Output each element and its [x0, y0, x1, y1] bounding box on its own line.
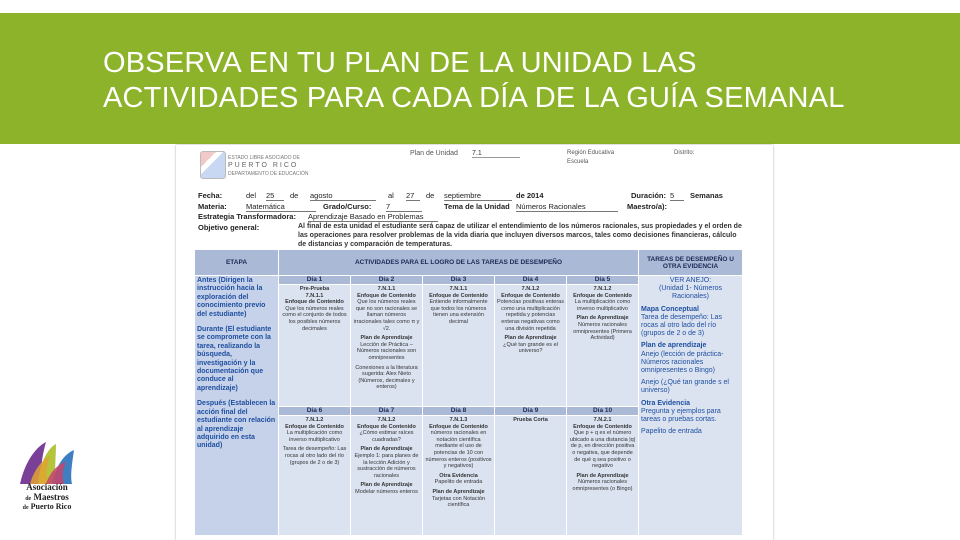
activity-label: 7.N.1.2: [305, 417, 324, 423]
activity-label: Enfoque de Contenido: [357, 292, 416, 299]
activity-text: Que los números reales que no son racionales se llaman números irracionales tales como π y √2.: [353, 299, 420, 332]
amprlogo: [12, 436, 82, 536]
activity-text: Que los números reales como el conjunto de todos los posibles números decimales: [282, 305, 347, 332]
agency-line-2: PUERTO RICO: [228, 162, 299, 169]
slide-title-line-1: OBSERVA EN TU PLAN DE LA UNIDAD LAS: [103, 47, 697, 79]
logo-line-3-prefix: de: [22, 505, 29, 511]
duracion-label: Duración:: [631, 191, 667, 200]
activities-table: [194, 249, 743, 536]
activity-text: Tarea de desempeño: Las rocas al otro lado del río (grupos de 2 o de 3): [282, 446, 347, 466]
ver-anejo: VER ANEJO:: [669, 277, 712, 284]
activity-label: Pre-Prueba: [299, 286, 330, 292]
estrategia-value: Aprendizaje Basado en Problemas: [308, 212, 438, 222]
logo-line-2-prefix: de: [25, 496, 32, 502]
fecha-month-from: agosto: [310, 191, 376, 201]
actividades-header: ACTIVIDADES PARA EL LOGRO DE LAS TAREAS DE DESEMPEÑO: [279, 250, 639, 276]
activity-label: 7.N.1.1: [449, 286, 468, 292]
activity-label: Plan de Aprendizaje: [360, 482, 413, 489]
fecha-de-1: de: [290, 191, 299, 200]
anejo-leccion: Anejo (lección de práctica- Números racionales omnipresentes o Bingo): [641, 350, 724, 375]
activity-label: 7.N.2.1: [593, 417, 612, 423]
etapa-despues: Después (Establecen la acción final del estudiante con relación al aprendizaje adquirido en esta unidad): [197, 400, 276, 450]
materia-label: Materia:: [198, 202, 227, 211]
activity-label: 7.N.1.2: [377, 417, 396, 423]
region-label: Región Educativa: [567, 150, 615, 156]
day-activity-cell: [567, 416, 639, 536]
papelito-entrada: Papelito de entrada: [641, 428, 702, 436]
activity-text: Potencias positivas enteras como una multiplicación repetida y potencias enteras negativas como una división repetida: [497, 299, 564, 332]
fecha-day-from: 25: [266, 191, 284, 201]
activity-text: Tarjetas con Notación científica: [432, 495, 485, 509]
logo-line-3-text: Puerto Rico: [30, 502, 72, 511]
activity-label: 7.N.1.2: [521, 286, 540, 292]
day-header: Día 3: [423, 276, 495, 285]
activity-label: Enfoque de Contenido: [573, 292, 632, 299]
activity-text: Papelito de entrada: [434, 479, 483, 486]
activity-text: Números racionales omnipresentes (o Bingo): [572, 479, 633, 492]
activity-text: Ejemplo 1: para planes de la lección Adición y sustracción de números racionales: [354, 452, 419, 479]
day-activity-cell: [567, 285, 639, 407]
fecha-del: del: [246, 191, 257, 200]
day-activity-cell: [351, 416, 423, 536]
plan-label: Plan de Unidad: [410, 150, 458, 157]
unit-plan-document: [176, 145, 773, 540]
day-header: Día 9: [495, 407, 567, 416]
slide-title: [103, 46, 943, 116]
day-activity-cell: [423, 285, 495, 407]
logo-line-2: [12, 492, 82, 502]
plan-aprendizaje-label: Plan de aprendizaje: [641, 342, 707, 350]
activity-label: 7.N.1.3: [449, 417, 468, 423]
activity-label: 7.N.1.1: [305, 292, 324, 299]
agency-line-3: DEPARTAMENTO DE EDUCACIÓN: [228, 171, 309, 177]
day-header: Día 2: [351, 276, 423, 285]
etapa-header: ETAPA: [195, 250, 279, 276]
activity-label: Plan de Aprendizaje: [432, 488, 485, 495]
objetivo-label: Objetivo general:: [198, 223, 260, 232]
day-activity-cell: [279, 285, 351, 407]
activity-label: Plan de Aprendizaje: [360, 335, 413, 342]
evidence-cell: [639, 276, 743, 536]
activity-label: Prueba Corta: [513, 417, 548, 423]
activity-text: ¿Qué tan grande es el universo?: [503, 341, 558, 355]
activity-text: Números racionales omnipresentes (Primera Actividad): [573, 321, 632, 342]
tema-label: Tema de la Unidad: [444, 202, 510, 211]
activity-label: Otra Evidencia: [439, 472, 478, 479]
grado-value: 7: [386, 202, 422, 212]
logo-line-1: Asociación: [26, 482, 68, 492]
activity-text: números racionales en notación científica mediante el uso de potencias de 10 con números enteros (positivos y negativos): [425, 430, 492, 470]
activity-label: Enfoque de Contenido: [285, 423, 344, 430]
materia-value: Matemática: [246, 202, 316, 212]
day-activity-cell: [495, 416, 567, 536]
fecha-month-to: septiembre: [444, 191, 512, 201]
tarea-desempeno: Tarea de desempeño: Las rocas al otro lado del río (grupos de 2 o de 3): [641, 313, 722, 338]
activity-label: Enfoque de Contenido: [429, 423, 488, 430]
fecha-label: Fecha:: [198, 191, 223, 200]
activity-text: ¿Cómo estimar raíces cuadradas?: [359, 430, 414, 443]
activity-text: La multiplicación como inverso multiplicativo: [286, 430, 343, 443]
fecha-year: de 2014: [516, 191, 544, 200]
fecha-al: al: [388, 191, 394, 200]
tareas-header: TAREAS DE DESEMPEÑO U OTRA EVIDENCIA: [639, 250, 743, 276]
activity-text: La multiplicación como inverso multiplicativo: [574, 299, 631, 312]
activity-label: Enfoque de Contenido: [573, 423, 632, 430]
activity-text: Entiende informalmente que todos los números tienen una extensión decimal: [429, 299, 488, 325]
day-activity-cell: [495, 285, 567, 407]
fecha-day-to: 27: [406, 191, 420, 201]
semanas-label: Semanas: [690, 191, 723, 200]
distrito-label: Distrito:: [674, 150, 695, 156]
plan-value: 7.1: [472, 150, 520, 158]
tema-value: Números Racionales: [516, 202, 618, 212]
activity-label: Enfoque de Contenido: [501, 292, 560, 299]
activity-text: Que p + q es el número ubicado a una distancia |q| de p, en dirección positiva o negativa, que depende de qué q sea positivo o negativo: [569, 430, 636, 470]
slide-title-line-2: ACTIVIDADES PARA CADA DÍA DE LA GUÍA SEMANAL: [103, 82, 845, 114]
document-header: [176, 145, 773, 190]
activity-label: Plan de Aprendizaje: [504, 335, 557, 342]
activity-label: Plan de Aprendizaje: [360, 446, 413, 453]
escuela-label: Escuela: [567, 159, 589, 165]
day-header: Día 10: [567, 407, 639, 416]
duracion-value: 5: [670, 191, 684, 201]
activity-text: Lección de Práctica – Números racionales son omnipresentes: [356, 341, 417, 361]
activity-label: Enfoque de Contenido: [285, 299, 344, 306]
day-header: Día 4: [495, 276, 567, 285]
estrategia-label: Estrategia Transformadora:: [198, 212, 296, 221]
logo-line-3: [12, 502, 82, 511]
unidad-ref: (Unidad 1- Números Racionales): [659, 285, 723, 301]
activity-text: Conexiones a la literatura sugerida: Alex Nieto (Números, decimales y enteros): [355, 364, 418, 391]
day-activity-cell: [423, 416, 495, 536]
activity-label: Plan de Aprendizaje: [576, 315, 629, 322]
objetivo-text: Al final de esta unidad el estudiante será capaz de utilizar el entendimiento de los números racionales, sus propiedades y el orden de las operaciones para resolver problemas de la vida diaria que incluyen diversos marcos, tales como decisiones financieras, cálculo de distancias y comparación de temperaturas.: [298, 223, 742, 248]
day-header: Día 8: [423, 407, 495, 416]
agency-line-1: ESTADO LIBRE ASOCIADO DE: [228, 155, 300, 161]
day-header: Día 5: [567, 276, 639, 285]
day-header: Día 6: [279, 407, 351, 416]
mapa-conceptual: Mapa Conceptual: [641, 305, 699, 313]
etapa-durante: Durante (El estudiante se compromete con la tarea, realizando la búsqueda, investigación y la documentación que conduce al aprendizaje): [197, 326, 272, 392]
maestro-label: Maestro/a):: [627, 202, 668, 211]
title-banner: [0, 13, 960, 144]
association-logo-icon: [16, 436, 80, 486]
day-activity-cell: [351, 285, 423, 407]
day-header: Día 7: [351, 407, 423, 416]
otra-evidencia-label: Otra Evidencia: [641, 399, 691, 407]
activity-label: 7.N.1.1: [377, 286, 396, 292]
anejo-universo: Anejo (¿Qué tan grande s el universo): [641, 379, 729, 395]
activity-text: Modelar números enteros: [355, 488, 418, 495]
etapa-cell: [195, 276, 279, 536]
day-header: Día 1: [279, 276, 351, 285]
puerto-rico-seal-icon: [200, 151, 226, 179]
logo-line-2-text: Maestros: [33, 492, 69, 502]
activity-label: Enfoque de Contenido: [357, 423, 416, 430]
day-activity-cell: [279, 416, 351, 536]
grado-label: Grado/Curso:: [323, 202, 372, 211]
etapa-antes: Antes (Dirigen la instrucción hacia la exploración del conocimiento previo del estudiante): [197, 277, 266, 318]
fecha-de-2: de: [426, 191, 435, 200]
pregunta-ejemplos: Pregunta y ejemplos para tareas o pruebas cortas.: [641, 407, 721, 424]
activity-label: Enfoque de Contenido: [429, 292, 488, 299]
activity-label: 7.N.1.2: [593, 286, 612, 292]
activity-label: Plan de Aprendizaje: [576, 472, 629, 479]
